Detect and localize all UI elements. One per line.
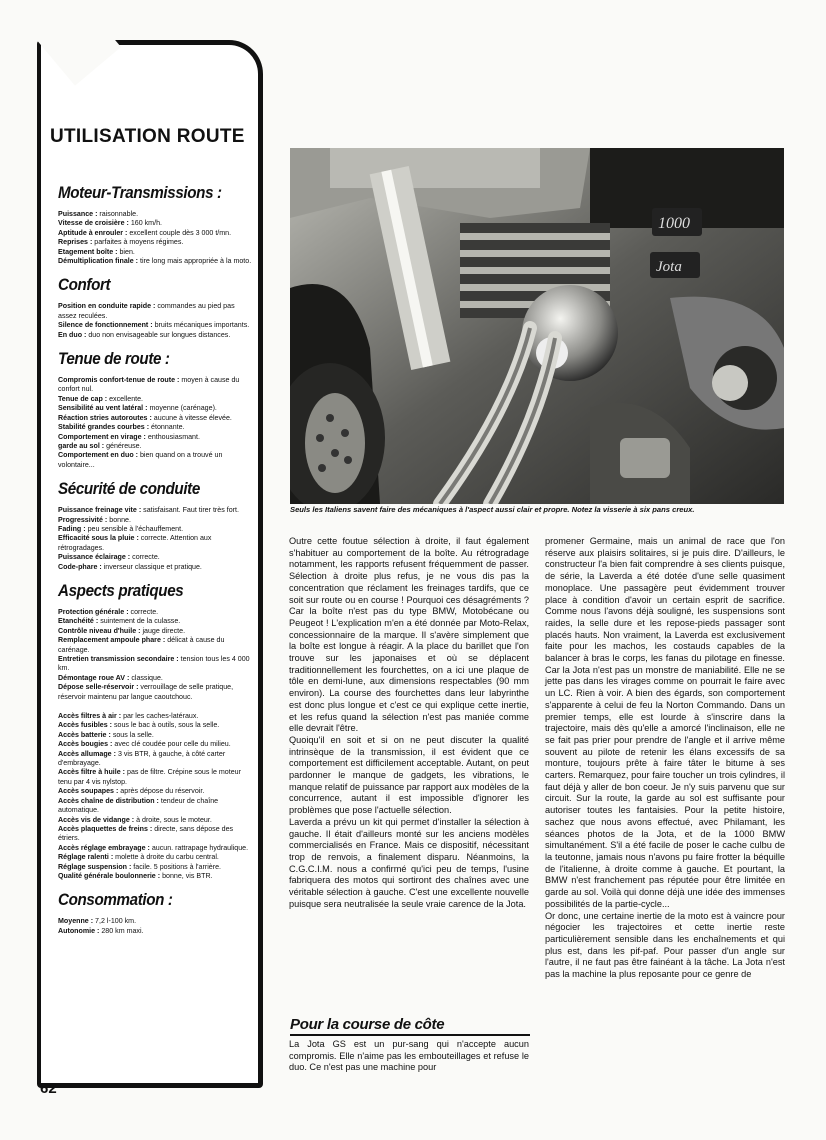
sidebar-item-label: Tenue de cap :	[58, 394, 108, 403]
sidebar-item	[58, 376, 254, 395]
sidebar-item-value: satisfaisant. Faut tirer très fort.	[141, 506, 239, 515]
sidebar-item-value: par les caches-latéraux.	[121, 712, 199, 721]
sidebar-item-value: aucun. rattrapage hydraulique.	[149, 843, 249, 852]
sidebar-section-items	[58, 506, 254, 572]
sidebar-item-label: Compromis confort-tenue de route :	[58, 376, 180, 385]
page-number: 62	[40, 1080, 57, 1097]
sidebar-item	[58, 917, 254, 926]
sidebar-item-label: Accès soupapes :	[58, 787, 119, 796]
sidebar-item-label: Puissance freinage vite :	[58, 506, 142, 515]
article-paragraph: Or donc, une certaine inertie de la moto est à vaincre pour négocier les trajectoires et cette inertie reste particulièrement sensible dans les enchaînements et qui plus est, dans les pif-paf. Pour passer d'un angle sur l'autre, il ne faut pas être fainéant à la tâche. La Jota n'est pas la machine la plus reposante pour ce genre de	[545, 910, 785, 980]
sidebar-item-label: Etanchéité :	[58, 617, 99, 626]
sidebar-item	[58, 872, 254, 881]
sidebar-item-label: Position en conduite rapide :	[58, 302, 156, 311]
sidebar-item	[58, 506, 254, 515]
sidebar-item-value: 7,2 l-100 km.	[93, 917, 137, 926]
sidebar-item-label: Comportement en virage :	[58, 432, 146, 441]
sidebar-item	[58, 825, 254, 844]
sidebar-section-heading: Sécurité de conduite	[58, 480, 200, 499]
sidebar-item	[58, 731, 254, 740]
sidebar-item-value: excellente.	[107, 394, 144, 403]
sidebar-item	[58, 302, 254, 321]
sidebar-item	[58, 451, 254, 470]
sidebar-item-label: Démontage roue AV :	[58, 673, 130, 682]
sidebar-item	[58, 516, 254, 525]
sidebar-item	[58, 534, 254, 553]
sidebar-item	[58, 674, 254, 683]
sidebar-section-items	[58, 376, 254, 470]
sidebar-item-value: bonne, vis BTR.	[160, 871, 213, 880]
sidebar-item	[58, 863, 254, 872]
sidebar-item-label: Réaction stries autoroutes :	[58, 413, 152, 422]
article-column-1	[289, 536, 529, 911]
sidebar-item-label: Progressivité :	[58, 515, 108, 524]
sidebar-item-value: aucune à vitesse élevée.	[151, 413, 232, 422]
sidebar-item	[58, 553, 254, 562]
sidebar-item	[58, 248, 254, 257]
sidebar-item-label: Accès plaquettes de freins :	[58, 824, 153, 833]
sidebar-item-value: sous la selle.	[110, 730, 154, 739]
sidebar-item-value: parfaites à moyens régimes.	[92, 238, 184, 247]
sidebar-item	[58, 608, 254, 617]
sidebar-item-label: Puissance éclairage :	[58, 553, 131, 562]
sidebar-item	[58, 331, 254, 340]
sidebar-item-label: Vitesse de croisière :	[58, 219, 129, 228]
sidebar-item	[58, 238, 254, 247]
sidebar-item	[58, 750, 254, 769]
sidebar-item	[58, 525, 254, 534]
sidebar-item-label: Sensibilité au vent latéral :	[58, 404, 148, 413]
sidebar-item-value: correcte.	[130, 553, 160, 562]
sidebar-item-label: Démultiplication finale :	[58, 257, 139, 266]
sidebar-section-items	[58, 917, 254, 936]
sidebar-item	[58, 712, 254, 721]
sidebar-item	[58, 655, 254, 674]
sidebar-item-label: Accès filtre à huile :	[58, 768, 126, 777]
sidebar-item-label: Comportement en duo :	[58, 451, 138, 460]
sidebar-item-label: Dépose selle-réservoir :	[58, 683, 139, 692]
article-column-1-end: La Jota GS est un pur-sang qui n'accepte aucun compromis. Elle n'aime pas les embouteillages et refuse le duo. Ce n'est pas une machine pour	[289, 1039, 529, 1073]
sidebar-item-label: Silence de fonctionnement :	[58, 321, 153, 330]
sidebar-item-label: Réglage suspension :	[58, 862, 132, 871]
sidebar-item	[58, 321, 254, 330]
sidebar-item-value: 280 km maxi.	[99, 926, 144, 935]
sidebar-item	[58, 404, 254, 413]
sidebar-item-label: Moyenne :	[58, 917, 94, 926]
sidebar-section-heading: Aspects pratiques	[58, 581, 184, 600]
sidebar-item-value: après dépose du réservoir.	[118, 787, 205, 796]
sidebar-item-value: bien quand on a trouvé un volontaire...	[58, 451, 223, 469]
subheading: Pour la course de côte	[290, 1016, 445, 1033]
sidebar-item-value: pas de filtre. Crépine sous le moteur tenu par 4 vis nylstop.	[58, 768, 241, 786]
sidebar-item-label: Entretien transmission secondaire :	[58, 655, 179, 663]
sidebar-item	[58, 787, 254, 796]
sidebar-item	[58, 563, 254, 572]
sidebar-item-value: 160 km/h.	[128, 219, 162, 228]
sidebar-item-label: Accès filtres à air :	[58, 712, 122, 721]
sidebar-item	[58, 853, 254, 862]
sidebar-item	[58, 816, 254, 825]
sidebar-item-label: Autonomie :	[58, 926, 100, 935]
sidebar-item	[58, 442, 254, 451]
sidebar-item-value: bien.	[117, 247, 135, 256]
article-paragraph: Outre cette foutue sélection à droite, il faut également s'habituer au comportement de la boîte. Au rétrogradage notamment, les rapports refusent fréquemment de passer. Sélection à droite plus refus, je ne vous dis pas la concentration que réclament les freinages tardifs, que ce soit sur route ou en course ! Pourquoi ces désagréments ? Car la boîte n'est pas du type BMW, Motobécane ou Peugeot ! L'explication m'en a été donnée par Moto-Relax, concessionnaire de la marque. Il s'avère simplement que la boîte est longue à réagir. A la place du barillet que l'on trouve sur les japonaises et où se déplacent traditionnellement les fourchettes, on a ici une plaque de tôle en demi-lune, aux dimensions respectables (90 mm environ). La course des fourchettes dans leur labyrinthe est donc plus longue et c'est ce qui explique cette inertie, et les refus quand la sélection n'est pas maniée comme elle devrait l'être.	[289, 536, 529, 734]
sidebar-item-value: à droite, sous le moteur.	[134, 815, 212, 824]
sidebar-item-label: Accès chaîne de distribution :	[58, 796, 159, 805]
sidebar-content	[58, 174, 254, 940]
article-paragraph: Laverda a prévu un kit qui permet d'installer la sélection à gauche. Il était d'ailleurs monté sur les anciens modèles commercialisés en France. Mais ce dispositif, nécessitant trop de renvois, a finalement disparu. Néanmoins, la C.G.C.I.M. nous a confirmé qu'ici peu de temps, l'usine fabriquera des motos qui sortiront des chaînes avec une véritable sélection à gauche. C'est une excellente nouvelle puisque sera neutralisée la seule vraie carence de la Jota.	[289, 816, 529, 909]
sidebar-item-value: inverseur classique et pratique.	[101, 562, 202, 571]
sidebar-item-label: En duo :	[58, 330, 87, 339]
sidebar-item-label: garde au sol :	[58, 441, 105, 450]
sidebar-item-label: Remplacement ampoule phare :	[58, 636, 166, 645]
article-paragraph: Quoiqu'il en soit et si on ne peut discuter la qualité intrinsèque de la transmission, il est évident que ce comportement est difficilement acceptable. Autant, on peut pardonner le manque de gadgets, les vibrations, le manque relatif de puissance par rapport aux modèles de la concurrence, autant il est impossible d'ignorer les problèmes que pose l'actuelle sélection.	[289, 734, 529, 816]
subheading-rule	[290, 1034, 530, 1036]
sidebar-item	[58, 844, 254, 853]
sidebar-item-value: directe, sans dépose des étriers.	[58, 824, 234, 843]
sidebar-item	[58, 740, 254, 749]
sidebar-item	[58, 683, 254, 702]
sidebar-item-value: facile. 5 positions à l'arrière.	[131, 862, 222, 871]
sidebar-item-value: commandes au pied pas assez reculées.	[58, 302, 235, 320]
sidebar-item-label: Reprises :	[58, 238, 93, 247]
sidebar-section-heading: Confort	[58, 276, 111, 295]
sidebar-section-items	[58, 608, 254, 881]
sidebar-section-items	[58, 302, 254, 340]
sidebar-item	[58, 768, 254, 787]
sidebar-section-heading: Consommation :	[58, 891, 173, 910]
article-paragraph: promener Germaine, mais un animal de race que l'on réserve aux plaisirs solitaires, si je puis dire. D'ailleurs, le constructeur l'a bien fait comprendre à ses clients puisque, de série, la Laverda a été dotée d'une selle quasiment monoplace. Une passagère peut évidemment trouver place à condition d'avoir un certain esprit de sacrifice. Comme nous l'avons déjà souligné, les suspensions sont raides, la selle dure et les repose-pieds passager sont placés hauts. Non vraiment, la Laverda est exclusivement faite pour les machos, les costauds capables de la balancer à bras le corps, les fanas du pilotage en finesse. Car la Jota n'est pas un monstre de maniabilité. Elle ne se jette pas dans les virages comme on pourrait le faire avec un LC. Rien à voir. A bien des égards, son comportement s'apparente à celui de feu la Norton Commando. Dans un premier temps, elle est lourde à s'inscrire dans la trajectoire, mais dès qu'elle a amorcé l'inclinaison, elle ne se fait pas prier pour prendre de l'angle et il arrive même souvent au pilote de retenir les élans excessifs de sa monture, toujours prête à faire tâter le bitume à ses carters. Remarquez, pour faire toucher un trois cylindres, il faut déjà y aller de bon coeur. Je n'y suis parvenu que sur circuit. Sur la route, la garde au sol est suffisante pour autoriser toutes les fantaisies. Pour la petite histoire, sachez que nous avons effectué, avec Philamant, les séances photos de la Jota, et de la 1000 BMW simultanément. S'il a été facile de poser le cache culbu de la teutonne, jamais nous n'avons pu faire frotter la béquille de l'italienne, à droite comme à gauche. Et pourtant, la BMW n'est franchement pas réputée pour être limitée en garde au sol. Voilà qui donne déjà une idée des immenses possibilités de la partie-cycle...	[545, 536, 785, 909]
sidebar-item-value: sous le bac à outils, sous la selle.	[112, 721, 220, 730]
article-column-2	[545, 536, 785, 981]
sidebar-section-heading: Moteur-Transmissions :	[58, 184, 222, 202]
sidebar-item-label: Réglage ralenti :	[58, 853, 114, 862]
badge-1000: 1000	[658, 215, 690, 232]
sidebar-item-value: excellent couple dès 3 000 t/mn.	[127, 228, 232, 237]
sidebar-item-value: bruits mécaniques importants.	[152, 321, 250, 330]
sidebar-item-value: tension tous les 4 000 km.	[58, 655, 250, 673]
sidebar-item-value: délicat à cause du carénage.	[58, 636, 225, 654]
sidebar-item-label: Accès vis de vidange :	[58, 815, 135, 824]
sidebar-item	[58, 627, 254, 636]
sidebar-item	[58, 229, 254, 238]
sidebar-item-value: moyenne (carénage).	[147, 404, 217, 413]
engine-photo-illustration	[290, 148, 784, 504]
engine-photo	[290, 148, 784, 504]
sidebar-item	[58, 617, 254, 626]
sidebar-item-label: Aptitude à enrouler :	[58, 228, 128, 237]
sidebar-item	[58, 219, 254, 228]
photo-caption: Seuls les Italiens savent faire des mécaniques à l'aspect aussi clair et propre. Notez la visserie à six pans creux.	[290, 505, 695, 514]
sidebar-item	[58, 414, 254, 423]
sidebar-item	[58, 395, 254, 404]
sidebar-item-label: Protection générale :	[58, 607, 129, 616]
sidebar-item-value: bonne.	[107, 515, 131, 524]
sidebar-item-value: peu sensible à l'échauffement.	[85, 524, 184, 533]
sidebar-item-value: généreuse.	[104, 441, 142, 450]
sidebar-item-value: duo non envisageable sur longues distances.	[86, 330, 231, 339]
sidebar-item-value: classique.	[129, 673, 163, 682]
sidebar-spacer	[58, 702, 254, 712]
sidebar-item-label: Puissance :	[58, 210, 98, 218]
sidebar-item-value: correcte. Attention aux rétrogradages.	[58, 534, 212, 552]
sidebar-item-value: tire long mais appropriée à la moto.	[138, 257, 252, 266]
sidebar-item-value: verrouillage de selle pratique, réservoir maintenu par langue caoutchouc.	[58, 683, 234, 701]
sidebar-item-value: correcte.	[128, 607, 159, 616]
sidebar-item-value: 3 vis BTR, à gauche, à côté carter d'embrayage.	[58, 749, 226, 768]
sidebar-item	[58, 721, 254, 730]
sidebar-item	[58, 797, 254, 816]
sidebar-item-label: Accès fusibles :	[58, 721, 113, 730]
sidebar-title: UTILISATION ROUTE	[50, 126, 245, 147]
sidebar-item-value: molette à droite du carbu central.	[113, 853, 219, 862]
sidebar-item-value: raisonnable.	[97, 210, 139, 218]
sidebar-item-label: Efficacité sous la pluie :	[58, 534, 139, 543]
sidebar-item-label: Code-phare :	[58, 562, 102, 571]
sidebar-item-value: enthousiasmant.	[145, 432, 200, 441]
sidebar-item-label: Stabilité grandes courbes :	[58, 423, 150, 432]
sidebar-item-value: moyen à cause du confort nul.	[58, 376, 240, 394]
sidebar-item	[58, 210, 254, 219]
sidebar-item-label: Contrôle niveau d'huile :	[58, 626, 141, 635]
sidebar-item-label: Accès allumage :	[58, 749, 116, 758]
badge-jota: Jota	[656, 259, 682, 275]
sidebar-item	[58, 423, 254, 432]
sidebar-item	[58, 257, 254, 266]
sidebar-item-value: avec clé coudée pour celle du milieu.	[112, 740, 231, 749]
sidebar-item-label: Fading :	[58, 524, 86, 533]
sidebar-item-label: Accès bougies :	[58, 740, 113, 749]
sidebar-item-value: suintement de la culasse.	[98, 617, 181, 626]
sidebar-item-label: Etagement boîte :	[58, 247, 118, 256]
sidebar-item-label: Qualité générale boulonnerie :	[58, 871, 161, 880]
sidebar-item-label: Accès batterie :	[58, 730, 111, 739]
sidebar-section-heading: Tenue de route :	[58, 350, 170, 369]
sidebar-item-value: jauge directe.	[140, 626, 186, 635]
sidebar-section-items	[58, 210, 254, 266]
sidebar-item	[58, 433, 254, 442]
sidebar-item	[58, 927, 254, 936]
sidebar-item-value: tendeur de chaîne automatique.	[58, 796, 219, 815]
sidebar-item-label: Accès réglage embrayage :	[58, 843, 150, 852]
sidebar-item-value: étonnante.	[149, 423, 185, 432]
sidebar-item	[58, 636, 254, 655]
